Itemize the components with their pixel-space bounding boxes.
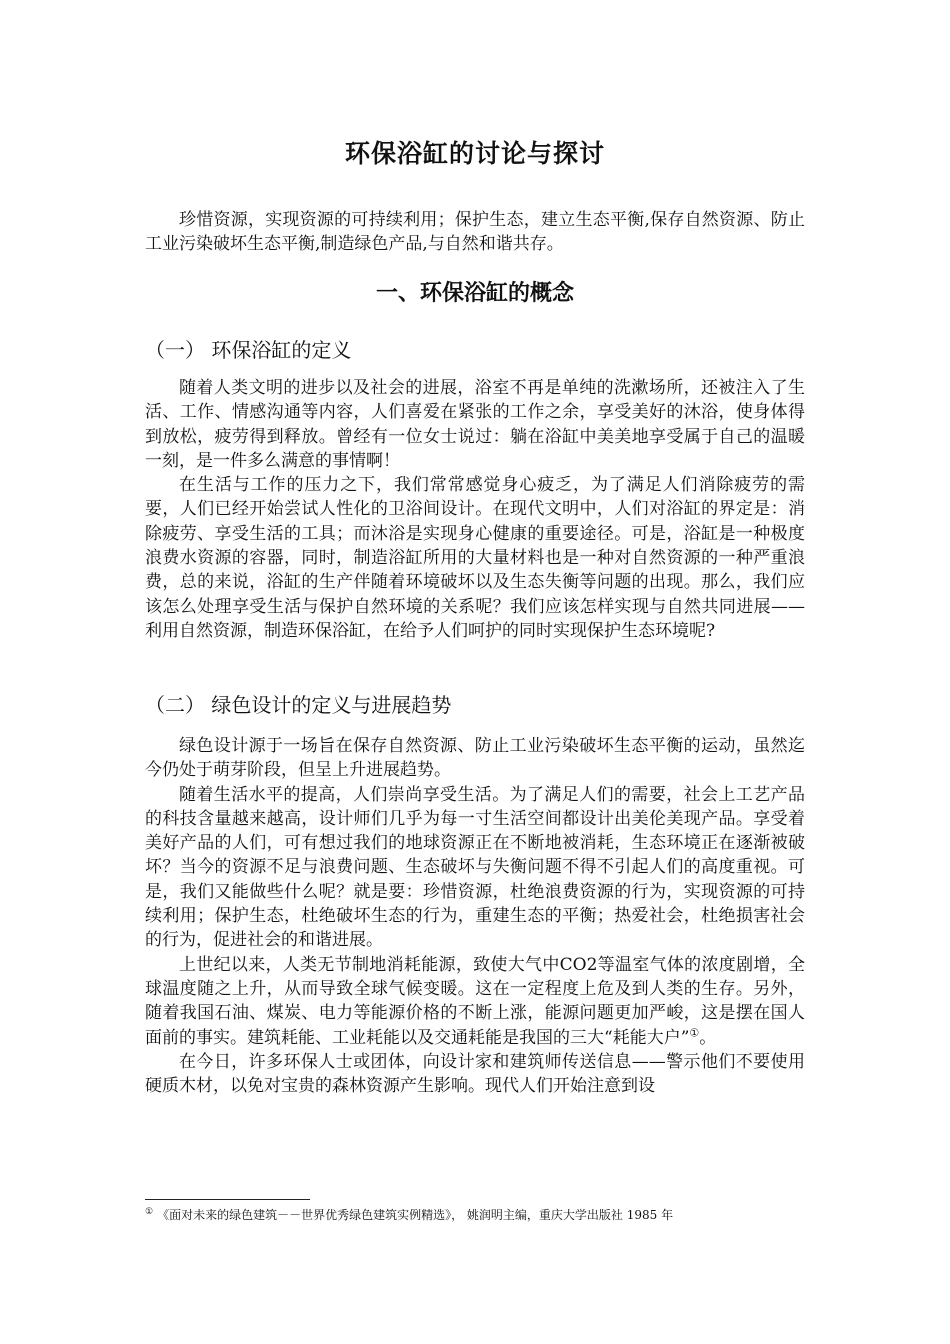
footnote bbox=[145, 1207, 673, 1223]
chapter-1-heading: 一、环保浴缸的概念 bbox=[375, 281, 574, 306]
footnote-text: 《面对未来的绿色建筑－－世界优秀绿色建筑实例精选》， 姚润明主编，重庆大学出版社 1985 年 bbox=[157, 1208, 674, 1222]
paragraph-text: 上世纪以来，人类无节制地消耗能源，致使大气中CO2等温室气体的浓度剧增，全球温度随之上升，从而导致全球气候变暖。这在一定程度上危及到人类的生存。另外，随着我国石油、煤炭、电力等能源价格的不断上涨，能源问题更加严峻，这是摆在国人面前的事实。建筑耗能、工业耗能以及交通耗能是我国的三大“耗能大户” bbox=[145, 954, 805, 1048]
section-2-body bbox=[145, 734, 805, 1098]
paragraph: 随着生活水平的提高，人们崇尚享受生活。为了满足人们的需要，社会上工艺产品的科技含量越来越高，设计师们几乎为每一寸生活空间都设计出美伦美现产品。享受着美好产品的人们，可有想过我们的地球资源正在不断地被消耗，生态环境正在逐渐被破坏？当今的资源不足与浪费问题、生态破坏与失衡问题不得不引起人们的高度重视。可是，我们又能做些什么呢？就是要：珍惜资源，杜绝浪费资源的行为，实现资源的可持续利用；保护生态，杜绝破坏生态的行为，重建生态的平衡；热爱社会，杜绝损害社会的行为，促进社会的和谐进展。 bbox=[145, 784, 805, 951]
abstract-paragraph: 珍惜资源，实现资源的可持续利用；保护生态，建立生态平衡,保存自然资源、防止工业污染破坏生态平衡,制造绿色产品,与自然和谐共存。 bbox=[145, 210, 805, 255]
paragraph bbox=[145, 953, 805, 1050]
section-2-heading: （二） 绿色设计的定义与进展趋势 bbox=[145, 693, 452, 717]
footnote-number: ① bbox=[145, 1207, 154, 1217]
paragraph: 在生活与工作的压力之下，我们常常感觉身心疲乏，为了满足人们消除疲劳的需要，人们已经开始尝试人性化的卫浴间设计。在现代文明中，人们对浴缸的界定是：消除疲劳、享受生活的工具；而沐浴是实现身心健康的重要途径。可是，浴缸是一种极度浪费水资源的容器，同时，制造浴缸所用的大量材料也是一种对自然资源的一种严重浪费，总的来说，浴缸的生产伴随着环境破坏以及生态失衡等问题的出现。那么，我们应该怎么处理享受生活与保护自然环境的关系呢？我们应该怎样实现与自然共同进展——利用自然资源，制造环保浴缸，在给予人们呵护的同时实现保护生态环境呢? bbox=[145, 475, 805, 641]
section-1-body bbox=[145, 376, 805, 643]
document-title: 环保浴缸的讨论与探讨 bbox=[344, 139, 605, 168]
paragraph: 在今日，许多环保人士或团体，向设计家和建筑师传送信息——警示他们不要使用硬质木材，以免对宝贵的森林资源产生影响。现代人们开始注意到设 bbox=[145, 1051, 805, 1097]
paragraph: 随着人类文明的进步以及社会的进展，浴室不再是单纯的洗漱场所，还被注入了生活、工作、情感沟通等内容，人们喜爱在紧张的工作之余，享受美好的沐浴，使身体得到放松，疲劳得到释放。曾经有一位女士说过：躺在浴缸中美美地享受属于自己的温暖一刻，是一件多么满意的事情啊！ bbox=[145, 378, 805, 471]
footnote-reference[interactable]: ① bbox=[689, 1025, 700, 1039]
footnote-separator bbox=[145, 1199, 310, 1200]
abstract bbox=[145, 208, 805, 257]
section-1-heading: （一） 环保浴缸的定义 bbox=[145, 338, 352, 362]
paragraph: 绿色设计源于一场旨在保存自然资源、防止工业污染破坏生态平衡的运动，虽然迄今仍处于萌芽阶段，但呈上升进展趋势。 bbox=[145, 736, 805, 781]
paragraph-end-punctuation: 。 bbox=[699, 1027, 717, 1048]
